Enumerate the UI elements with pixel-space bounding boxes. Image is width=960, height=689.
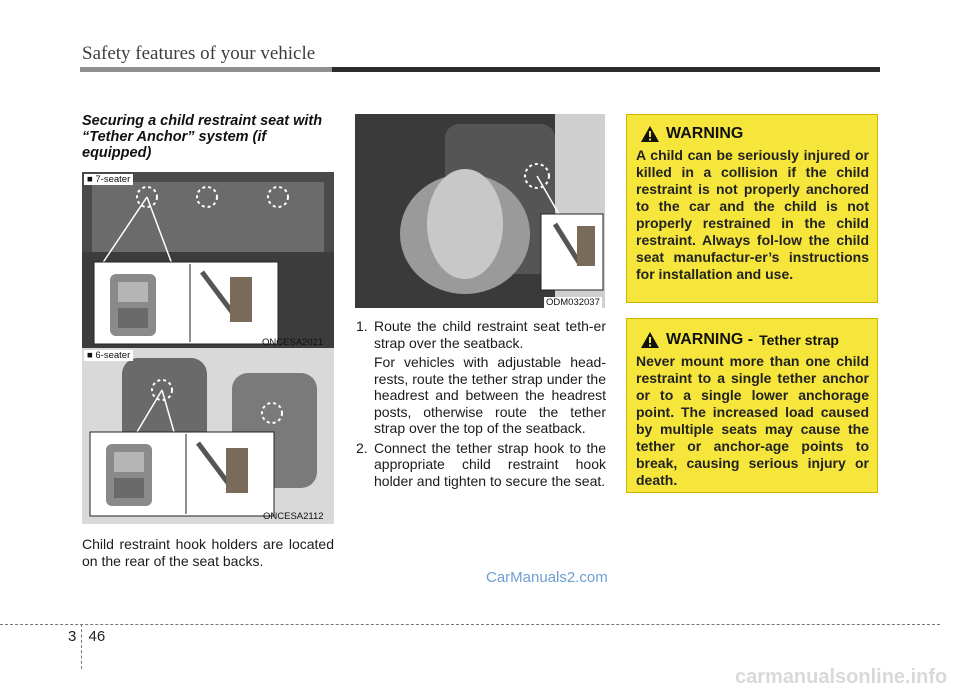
- bottom-brand-watermark[interactable]: carmanualsonline.info: [735, 666, 948, 688]
- figure-child-seat-code: ODM032037: [546, 297, 600, 308]
- instruction-steps: [356, 318, 606, 489]
- header-rule-accent: [80, 67, 332, 72]
- step-1-note: For vehicles with adjustable head-rests, route the tether strap under the headrest and between the headrest posts, otherwise route the tether strap over the top of the seatback.: [374, 354, 606, 436]
- figure-7-seater-label: ■ 7-seater: [84, 174, 133, 185]
- warning-triangle-icon: [640, 125, 660, 143]
- step-number: 1.: [356, 318, 368, 334]
- watermark-link[interactable]: CarManuals2.com: [486, 569, 608, 586]
- warning-header: [640, 331, 877, 349]
- figure-6-seater-code: ONCESA2112: [263, 511, 324, 522]
- warning-header: [640, 125, 877, 143]
- warning-title: WARNING: [666, 125, 744, 142]
- page-header-title: Safety features of your vehicle: [82, 43, 316, 64]
- figure-7-seater-illustration: [82, 172, 334, 350]
- figure-child-seat: [355, 114, 605, 308]
- step-text: Connect the tether strap hook to the appropriate child restraint hook holder and tighten to secure the seat.: [374, 439, 606, 489]
- figure-caption: Child restraint hook holders are located on the rear of the seat backs.: [82, 536, 334, 569]
- figure-7-seater: [82, 172, 334, 350]
- warning-text: A child can be seriously injured or killed in a collision if the child restraint is not properly anchored to the car and the child is not properly restrained in the child restraint. Always fol-low the child seat manufactur-er’s instructions for installation and use.: [636, 147, 869, 282]
- step-2: [356, 440, 606, 490]
- warning-title: WARNING -: [666, 331, 754, 348]
- warning-box-general: [626, 114, 878, 303]
- figure-6-seater-label: ■ 6-seater: [84, 350, 133, 361]
- step-1: [356, 318, 606, 351]
- warning-triangle-icon: [640, 331, 660, 349]
- page-number-value: 46: [88, 628, 106, 645]
- chapter-number: 3: [68, 628, 77, 645]
- warning-text: Never mount more than one child restraint to a single tether anchor or to a single lower anchorage point. The increased load caused by multiple seats may cause the tether or anchor-age points to break, causing serious injury or death.: [636, 353, 869, 488]
- step-text: Route the child restraint seat teth-er strap over the seatback.: [374, 318, 606, 351]
- step-number: 2.: [356, 439, 368, 456]
- page-number: [68, 628, 105, 645]
- figure-6-seater: [82, 348, 334, 524]
- section-title: Securing a child restraint seat with “Tether Anchor” system (if equipped): [82, 113, 323, 161]
- figure-7-seater-code: ONCESA2021: [262, 337, 324, 348]
- footer-divider: [0, 624, 940, 625]
- warning-subtitle: Tether strap: [759, 332, 839, 348]
- figure-child-seat-illustration: [355, 114, 605, 308]
- warning-box-tether-strap: [626, 318, 878, 493]
- figure-6-seater-illustration: [82, 348, 334, 524]
